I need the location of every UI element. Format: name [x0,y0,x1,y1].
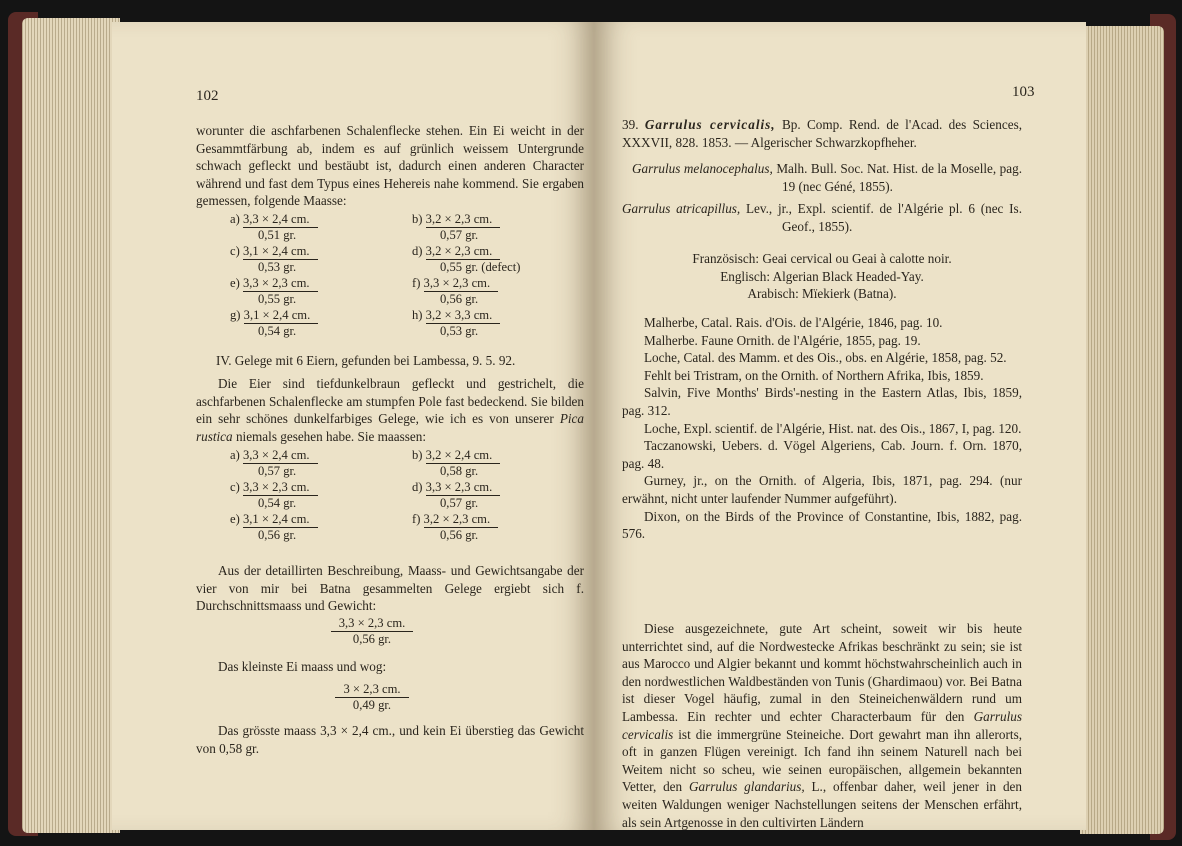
measure-label: a) [230,448,240,462]
species-title [622,116,1022,151]
measure-a2 [230,448,318,479]
measure-weight: 0,54 gr. [258,496,297,510]
page-stack-right [1080,26,1164,834]
measure-a1 [230,212,318,243]
measure-dims: 3,3 × 2,4 cm. [243,212,318,228]
measure-dims: 3,3 × 2,3 cm. [243,276,318,292]
synonym-2 [622,200,1022,235]
name-english: Englisch: Algerian Black Headed-Yay. [720,268,924,284]
reference-item: Taczanowski, Uebers. d. Vögel Algeriens, Cab. Journ. f. Orn. 1870, pag. 48. [622,438,1022,471]
measure-weight: 0,56 gr. [258,528,297,542]
measure-d1 [412,244,520,275]
measure-weight: 0,56 gr. [440,528,479,542]
measure-label: f) [412,276,421,290]
page-stack-left [22,18,120,833]
measure-label: b) [412,448,423,462]
largest-text: Das grösste maass 3,3 × 2,4 cm., und kein Ei überstieg das Gewicht von 0,58 gr. [196,723,584,756]
name-arabic: Arabisch: Mïekierk (Batna). [747,286,897,302]
measure-dims: 3,1 × 2,4 cm. [243,244,318,260]
smallest-weight: 0,49 gr. [352,698,392,712]
measure-h1 [412,308,500,339]
measure-label: d) [412,480,423,494]
measure-label: b) [412,212,423,226]
eggs-text-b: niemals gesehen habe. Sie maassen: [232,428,426,444]
body-text-a: Diese ausgezeichnete, gute Art scheint, soweit wir bis heute unterrichtet sind, auf die Nordwestecke Afrikas beschränkt zu sein; sie ist aus Marocco und Algier bekannt und kommt höchstwahrscheinlich auch in den nordwestlichen Waldbeständen von Tunis (Ghardimaou) vor. Bei Batna ist dieser Vogel häufig, zumal in den Steineichenwäldern rund um Lambessa. Ein rechter und echter Characterbaum für den [622,621,1022,724]
measure-weight: 0,57 gr. [440,228,479,242]
average-dims: 3,3 × 2,3 cm. [331,616,414,632]
measure-e1 [230,276,318,307]
measure-weight: 0,55 gr. (defect) [440,260,521,274]
measure-f2 [412,512,498,543]
measure-d2 [412,480,500,511]
synonym-2-name: Garrulus atricapillus, [622,201,741,216]
species-name-pica: Pica rustica [196,411,584,444]
vernacular-names [622,250,1022,303]
synonym-1-name: Garrulus melanocephalus, [632,161,773,176]
measure-dims: 3,2 × 2,4 cm. [426,448,501,464]
species-name-heading: Garrulus cervicalis, [644,117,776,132]
left-page [112,22,594,830]
measure-label: h) [412,308,423,322]
paragraph-average [196,562,584,615]
measure-weight: 0,54 gr. [258,324,297,338]
measure-dims: 3,2 × 2,3 cm. [426,212,501,228]
measure-dims: 3,1 × 2,4 cm. [244,308,319,324]
synonym-1-ref: Malh. Bull. Soc. Nat. Hist. de la Moselle, pag. 19 (nec Géné, 1855). [772,161,1022,194]
measure-label: c) [230,480,240,494]
measure-label: e) [230,512,240,526]
measure-weight: 0,53 gr. [258,260,297,274]
literature-references [622,314,1022,543]
measure-label: e) [230,276,240,290]
body-paragraph [622,620,1022,831]
reference-item: Salvin, Five Months' Birds'-nesting in the Eastern Atlas, Ibis, 1859, pag. 312. [622,385,1022,418]
measure-dims: 3,3 × 2,4 cm. [243,448,318,464]
measure-e2 [230,512,318,543]
measure-label: a) [230,212,240,226]
reference-item: Loche, Expl. scientif. de l'Algérie, Hist. nat. des Ois., 1867, I, pag. 120. [644,420,1022,436]
measure-dims: 3,3 × 2,3 cm. [426,480,501,496]
species-title-rest: Bp. Comp. Rend. de l'Acad. des Sciences, XXXVII, 828. 1853. — Algerischer Schwarzkopfheher. [622,117,1023,150]
body-text-c: L., offenbar daher, weil jener in den weiten Waldungen weniger Nachstellungen seitens der Menschen erfährt, als sein Artgenosse in den cultivirten Ländern [622,779,1022,830]
measure-dims: 3,2 × 2,3 cm. [424,512,499,528]
measure-weight: 0,57 gr. [440,496,479,510]
measure-c2 [230,480,318,511]
measure-weight: 0,53 gr. [440,324,479,338]
measure-weight: 0,57 gr. [258,464,297,478]
paragraph-eggs [196,375,584,445]
reference-item: Malherbe, Catal. Rais. d'Ois. de l'Algérie, 1846, pag. 10. [644,315,943,330]
name-french: Französisch: Geai cervical ou Geai à calotte noir. [692,251,952,266]
measure-weight: 0,55 gr. [258,292,297,306]
species-number: 39. [622,117,639,132]
measure-b2 [412,448,500,479]
average-text: Aus der detaillirten Beschreibung, Maass- und Gewichtsangabe der vier von mir bei Batna gesammelten Gelege ergiebt sich f. Durchschnittsmaass und Gewicht: [196,563,584,614]
right-page [594,22,1086,830]
intro-text: worunter die aschfarbenen Schalenflecke stehen. Ein Ei weicht in der Gesammtfärbung ab, indem es auf grünlich weissem Untergrunde schwach gefleckt und bestäubt ist, dadurch einen anderen Character während und fast dem Typus eines Hehereis nahe kommend. Sie ergaben gemessen, folgende Maasse: [196,123,584,209]
measure-weight: 0,58 gr. [440,464,479,478]
measure-g1 [230,308,318,339]
reference-item: Loche, Catal. des Mamm. et des Ois., obs. en Algérie, 1858, pag. 52. [644,350,1007,366]
synonym-2-ref: Lev., jr., Expl. scientif. de l'Algérie pl. 6 (nec Is. Geof., 1855). [740,201,1022,234]
intro-paragraph [196,122,584,210]
measure-dims: 3,3 × 2,3 cm. [424,276,499,292]
measure-c1 [230,244,318,275]
average-measure [312,616,432,647]
smallest-measure [312,682,432,713]
measure-dims: 3,2 × 3,3 cm. [426,308,501,324]
page-number-left: 102 [196,88,219,104]
measure-label: c) [230,244,240,258]
measure-weight: 0,51 gr. [258,228,297,242]
measure-dims: 3,2 × 2,3 cm. [426,244,501,260]
measure-dims: 3,1 × 2,4 cm. [243,512,318,528]
measure-label: g) [230,308,241,322]
measure-b1 [412,212,500,243]
measure-dims: 3,3 × 2,3 cm. [243,480,318,496]
measure-f1 [412,276,498,307]
page-number-right: 103 [1012,84,1035,100]
measure-weight: 0,56 gr. [440,292,479,306]
measure-label: f) [412,512,421,526]
body-text-b: ist die immergrüne Steineiche. Dort gewahrt man ihn allerorts, oft in ganzen Flügen vereinigt. Ich fand ihn seinem Naturell nach bei Weitem nicht so scheu, wie seinen europäischen, allgemein bekannten Vetter, den [622,726,1022,795]
section-heading-iv: IV. Gelege mit 6 Eiern, gefunden bei Lambessa, 9. 5. 92. [216,353,516,368]
reference-item: Gurney, jr., on the Ornith. of Algeria, Ibis, 1871, pag. 294. (nur erwähnt, nicht unter laufender Nummer aufgeführt). [622,473,1022,506]
reference-item: Malherbe. Faune Ornith. de l'Algérie, 1855, pag. 19. [644,332,921,348]
species-name-glandarius: Garrulus glandarius, [688,779,805,795]
paragraph-smallest [196,658,584,676]
paragraph-largest [196,722,584,757]
smallest-dims: 3 × 2,3 cm. [335,682,408,698]
species-name-cervicalis: Garrulus cervicalis [622,708,1022,742]
reference-item: Fehlt bei Tristram, on the Ornith. of Northern Afrika, Ibis, 1859. [644,367,984,383]
reference-item: Dixon, on the Birds of the Province of Constantine, Ibis, 1882, pag. 576. [622,508,1022,542]
eggs-text-a: Die Eier sind tiefdunkelbraun gefleckt und gestrichelt, die aschfarbenen Schalenflecke am stumpfen Pole fast bedeckend. Sie bilden ein sehr schönes dunkelfarbiges Gelege, wie ich es von unserer [196,376,584,427]
average-weight: 0,56 gr. [352,632,392,646]
synonym-1 [622,160,1022,195]
smallest-text: Das kleinste Ei maass und wog: [218,659,387,674]
measure-label: d) [412,244,423,258]
